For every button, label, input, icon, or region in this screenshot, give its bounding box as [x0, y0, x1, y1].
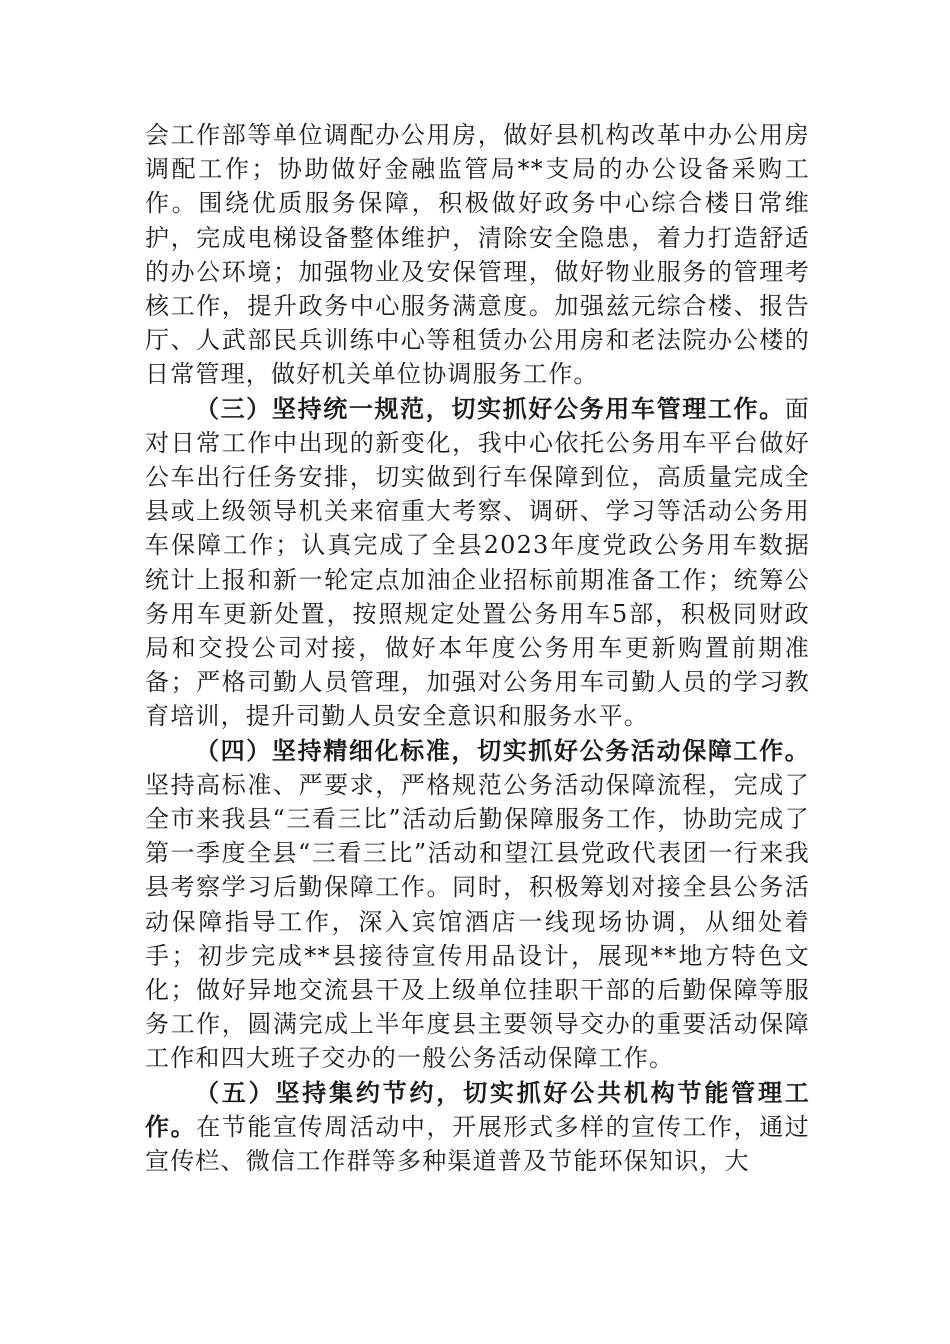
paragraph-energy-saving — [145, 1076, 810, 1179]
paragraph-vehicle-management — [145, 392, 810, 734]
paragraph-activity-support-body: 坚持高标准、严要求，严格规范公务活动保障流程，完成了全市来我县“三看三比”活动后勤保障服务工作，协助完成了第一季度全县“三看三比”活动和望江县党政代表团一行来我县考察学习后勤保障工作。同时，积极筹划对接全县公务活动保障指导工作，深入宾馆酒店一线现场协调，从细处着手；初步完成**县接待宣传用品设计，展现**地方特色文化；做好异地交流县干及上级单位挂职干部的后勤保障等服务工作，圆满完成上半年度县主要领导交办的重要活动保障工作和四大班子交办的一般公务活动保障工作。 — [145, 770, 810, 1073]
paragraph-vehicle-management-body: 面对日常工作中出现的新变化，我中心依托公务用车平台做好公车出行任务安排，切实做到行车保障到位，高质量完成全县或上级领导机关来宿重大考察、调研、学习等活动公务用车保障工作；认真完成了全县2023年度党政公务用车数据统计上报和新一轮定点加油企业招标前期准备工作；统筹公务用车更新处置，按照规定处置公务用车5部，积极同财政局和交投公司对接，做好本年度公务用车更新购置前期准备；严格司勤人员管理，加强对公务用车司勤人员的学习教育培训，提升司勤人员安全意识和服务水平。 — [145, 394, 810, 731]
paragraph-energy-saving-body: 在节能宣传周活动中，开展形式多样的宣传工作，通过宣传栏、微信工作群等多种渠道普及节能环保知识，大 — [145, 1112, 810, 1176]
document-body — [145, 118, 810, 1178]
paragraph-office-housing: 会工作部等单位调配办公用房，做好县机构改革中办公用房调配工作；协助做好金融监管局**支局的办公设备采购工作。围绕优质服务保障，积极做好政务中心综合楼日常维护，完成电梯设备整体维护，清除安全隐患，着力打造舒适的办公环境；加强物业及安保管理，做好物业服务的管理考核工作，提升政务中心服务满意度。加强兹元综合楼、报告厅、人武部民兵训练中心等租赁办公用房和老法院办公楼的日常管理，做好机关单位协调服务工作。 — [145, 121, 810, 389]
heading-energy-saving: （五）坚持集约节约，切实抓好公共机构节能管理工作。 — [145, 1077, 810, 1141]
heading-activity-support: （四）坚持精细化标准，切实抓好公务活动保障工作。 — [195, 735, 810, 765]
heading-vehicle-management: （三）坚持统一规范，切实抓好公务用车管理工作。 — [195, 393, 785, 423]
paragraph-activity-support — [145, 734, 810, 1076]
